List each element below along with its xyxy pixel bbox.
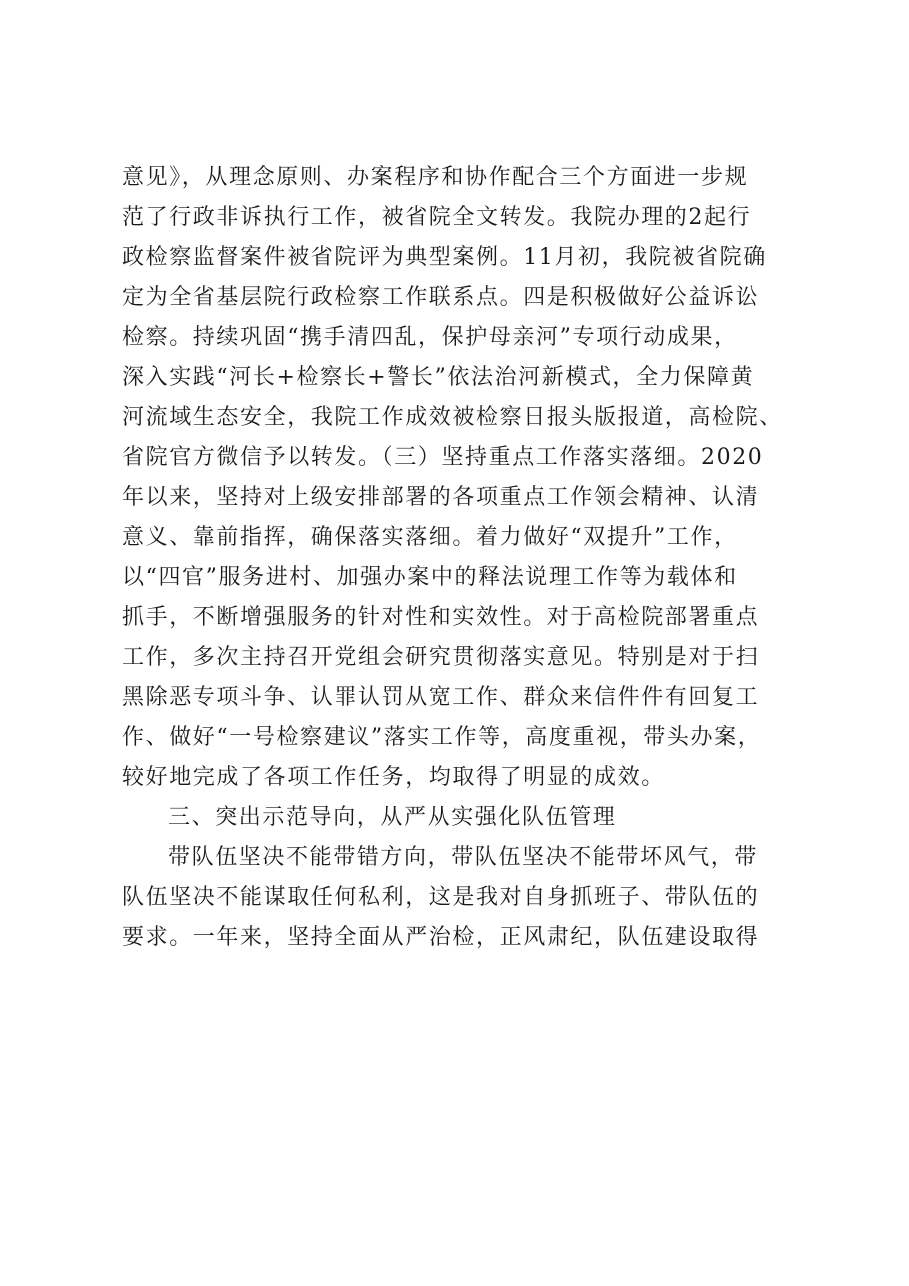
text-line: 作、做好“一号检察建议”落实工作等，高度重视，带头办案， bbox=[122, 725, 762, 750]
text-line: 以“四官”服务进村、加强办案中的释法说理工作等为载体和 bbox=[122, 565, 738, 590]
text-line: 定为全省基层院行政检察工作联系点。四是积极做好公益诉讼 bbox=[122, 285, 760, 310]
text-line: 政检察监督案件被省院评为典型案例。11月初，我院被省院确 bbox=[122, 245, 767, 270]
text-line: 意见》，从理念原则、办案程序和协作配合三个方面进一步规 bbox=[122, 165, 749, 190]
text-line: 较好地完成了各项工作任务，均取得了明显的成效。 bbox=[122, 765, 665, 790]
body-text bbox=[122, 158, 822, 958]
text-line: 工作，多次主持召开党组会研究贯彻落实意见。特别是对于扫 bbox=[122, 645, 760, 670]
text-line: 范了行政非诉执行工作，被省院全文转发。我院办理的2起行 bbox=[122, 205, 752, 230]
text-line: 省院官方微信予以转发。（三）坚持重点工作落实落细。2020 bbox=[122, 445, 764, 470]
text-line: 意义、靠前指挥，确保落实落细。着力做好“双提升”工作， bbox=[122, 525, 738, 550]
text-line: 检察。持续巩固“携手清四乱，保护母亲河”专项行动成果， bbox=[122, 325, 738, 350]
paragraph-first-line: 带队伍坚决不能带错方向，带队伍坚决不能带坏风气，带 bbox=[168, 845, 759, 870]
text-line: 黑除恶专项斗争、认罪认罚从宽工作、群众来信件件有回复工 bbox=[122, 685, 760, 710]
text-line: 要求。一年来，坚持全面从严治检，正风肃纪，队伍建设取得 bbox=[122, 925, 760, 950]
section-heading: 三、突出示范导向，从严从实强化队伍管理 bbox=[168, 805, 617, 830]
text-line: 河流域生态安全，我院工作成效被检察日报头版报道，高检院、 bbox=[122, 405, 783, 430]
text-line: 深入实践“河长+检察长+警长”依法治河新模式，全力保障黄 bbox=[122, 365, 755, 390]
text-line: 队伍坚决不能谋取任何私利，这是我对自身抓班子、带队伍的 bbox=[122, 885, 760, 910]
text-line: 抓手，不断增强服务的针对性和实效性。对于高检院部署重点 bbox=[122, 605, 760, 630]
text-line: 年以来，坚持对上级安排部署的各项重点工作领会精神、认清 bbox=[122, 485, 760, 510]
